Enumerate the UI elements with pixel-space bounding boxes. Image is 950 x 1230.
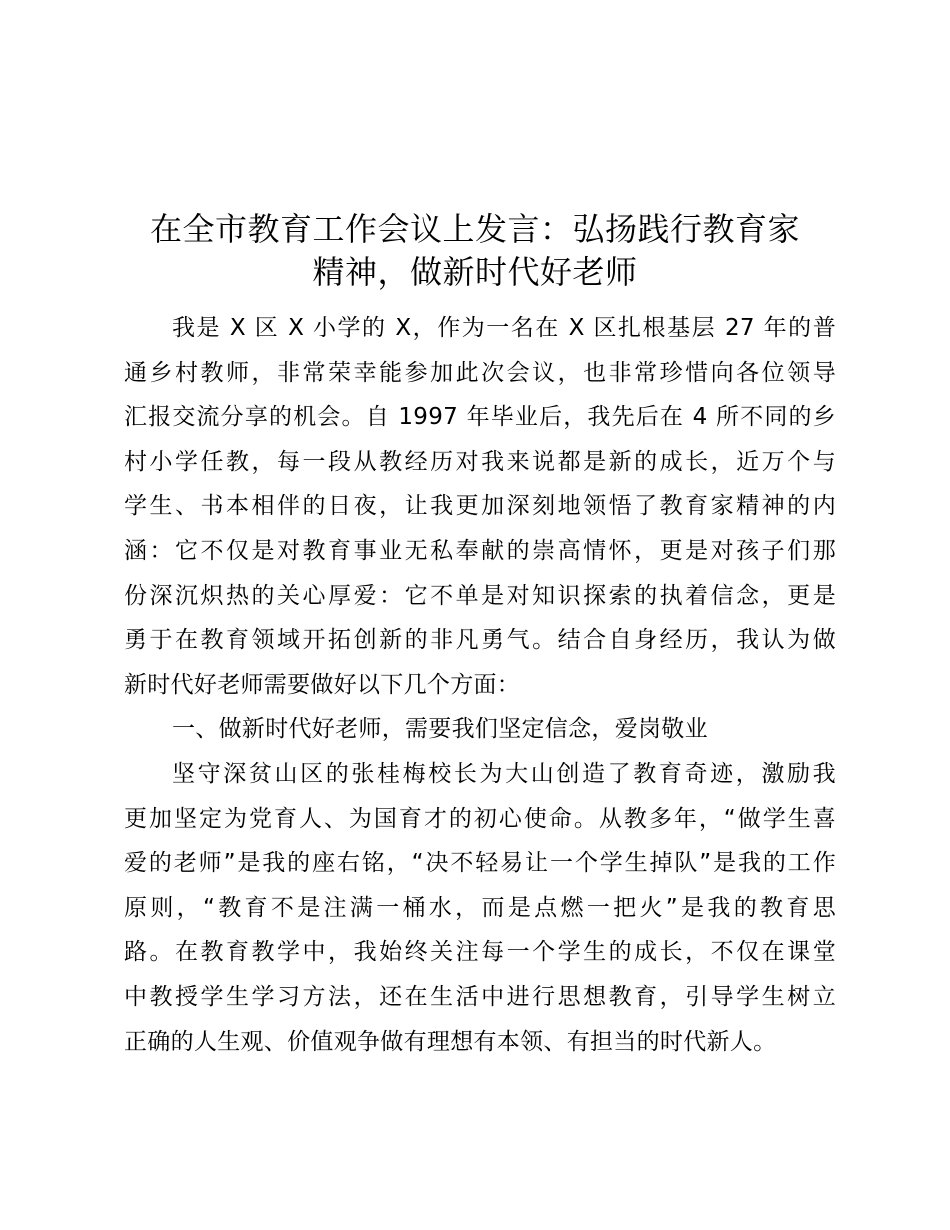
paragraph-line: 份深沉炽热的关心厚爱：它不单是对知识探索的执着信念，更是: [124, 582, 836, 609]
document-title: [110, 208, 840, 294]
paragraph-line: 村小学任教，每一段从教经历对我来说都是新的成长，近万个与: [124, 448, 836, 475]
paragraph-line: 坚守深贫山区的张桂梅校长为大山创造了教育奇迹，激励我: [172, 760, 836, 787]
title-line-1: 在全市教育工作会议上发言：弘扬践行教育家: [149, 210, 800, 248]
paragraph-line: 路。在教育教学中，我始终关注每一个学生的成长，不仅在课堂: [124, 939, 836, 966]
paragraph-line: 正确的人生观、价值观争做有理想有本领、有担当的时代新人。: [124, 1028, 777, 1055]
document-body: [124, 306, 836, 1064]
paragraph-line: 中教授学生学习方法，还在生活中进行思想教育，引导学生树立: [124, 983, 836, 1010]
paragraph-line: 爱的老师”是我的座右铭，“决不轻易让一个学生掉队”是我的工作: [124, 850, 836, 877]
paragraph-line: 更加坚定为党育人、为国育才的初心使命。从教多年，“做学生喜: [124, 805, 836, 832]
paragraph-line: 学生、书本相伴的日夜，让我更加深刻地领悟了教育家精神的内: [124, 493, 836, 520]
paragraph-line: 汇报交流分享的机会。自 1997 年毕业后，我先后在 4 所不同的乡: [124, 404, 836, 431]
paragraph-line: 涵：它不仅是对教育事业无私奉献的崇高情怀，更是对孩子们那: [124, 537, 836, 564]
paragraph-line: 我是 X 区 X 小学的 X，作为一名在 X 区扎根基层 27 年的普: [172, 315, 836, 341]
section-heading: 一、做新时代好老师，需要我们坚定信念，爱岗敬业: [172, 716, 708, 743]
paragraph-line: 勇于在教育领域开拓创新的非凡勇气。结合自身经历，我认为做: [124, 627, 836, 654]
title-line-2: 精神，做新时代好老师: [312, 253, 638, 291]
paragraph-line: 新时代好老师需要做好以下几个方面：: [124, 671, 521, 698]
paragraph-line: 通乡村教师，非常荣幸能参加此次会议，也非常珍惜向各位领导: [124, 359, 836, 386]
paragraph-line: 原则，“教育不是注满一桶水，而是点燃一把火”是我的教育思: [124, 894, 836, 921]
